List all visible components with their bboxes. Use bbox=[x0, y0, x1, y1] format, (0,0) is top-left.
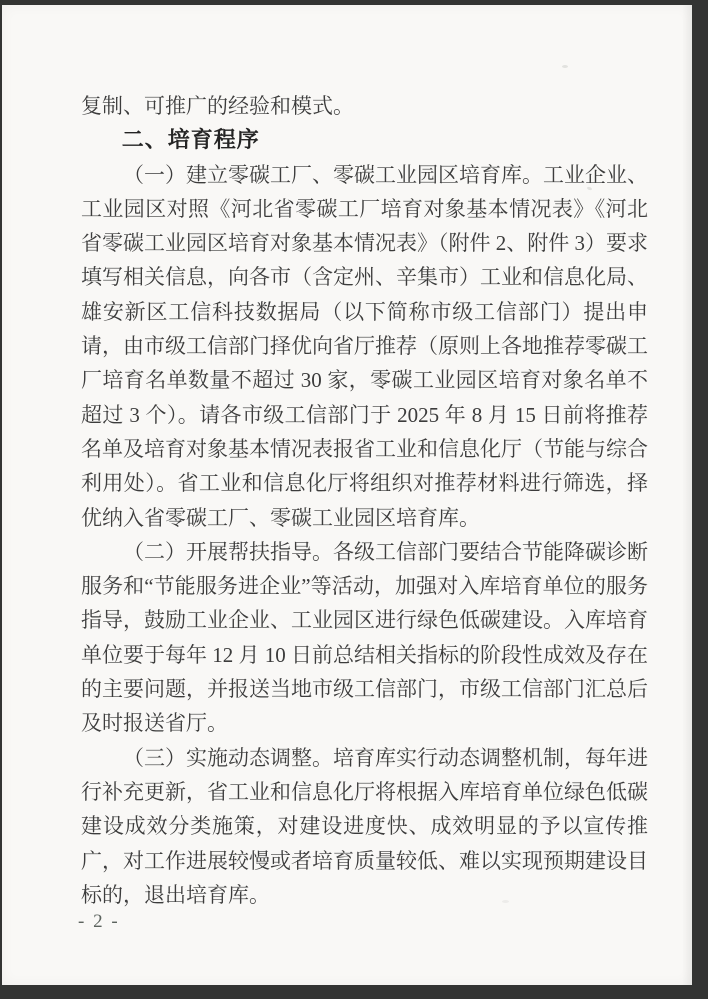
document-page bbox=[2, 5, 692, 985]
section-heading: 二、培育程序 bbox=[121, 127, 260, 153]
scan-speck bbox=[562, 65, 568, 68]
paragraph-establish-cultivation-library: （一）建立零碳工厂、零碳工业园区培育库。工业企业、工业园区对照《河北省零碳工厂培育对象基本情况表》《河北省零碳工业园区培育对象基本情况表》（附件 2、附件 3）要求填写相关信息，向各市（含定州、辛集市）工业和信息化局、雄安新区工信科技数据局（以下简称市级工信部门）提出申请，由市级工信部门择优向省厅推荐（原则上各地推荐零碳工厂培育名单数量不超过 30 家，零碳工业园区培育对象名单不超过 3 个）。请各市级工信部门于 2025 年 8 月 15 日前将推荐名单及培育对象基本情况表报省工业和信息化厅（节能与综合利用处）。省工业和信息化厅将组织对推荐材料进行筛选，择优纳入省零碳工厂、零碳工业园区培育库。 bbox=[81, 162, 648, 530]
page-number: - 2 - bbox=[78, 911, 120, 932]
document-body bbox=[81, 89, 648, 912]
paragraph-continuation: 复制、可推广的经验和模式。 bbox=[81, 94, 354, 118]
paragraph-dynamic-adjustment: （三）实施动态调整。培育库实行动态调整机制，每年进行补充更新，省工业和信息化厅将根据入库培育单位绿色低碳建设成效分类施策，对建设进度快、成效明显的予以宣传推广，对工作进展较慢或者培育质量较低、难以实现预期建设目标的，退出培育库。 bbox=[81, 745, 648, 907]
paragraph-support-guidance: （二）开展帮扶指导。各级工信部门要结合节能降碳诊断服务和“节能服务进企业”等活动，加强对入库培育单位的服务指导，鼓励工业企业、工业园区进行绿色低碳建设。入库培育单位要于每年 12 月 10 日前总结相关指标的阶段性成效及存在的主要问题，并报送当地市级工信部门，市级工信部门汇总后及时报送省厅。 bbox=[81, 539, 648, 736]
